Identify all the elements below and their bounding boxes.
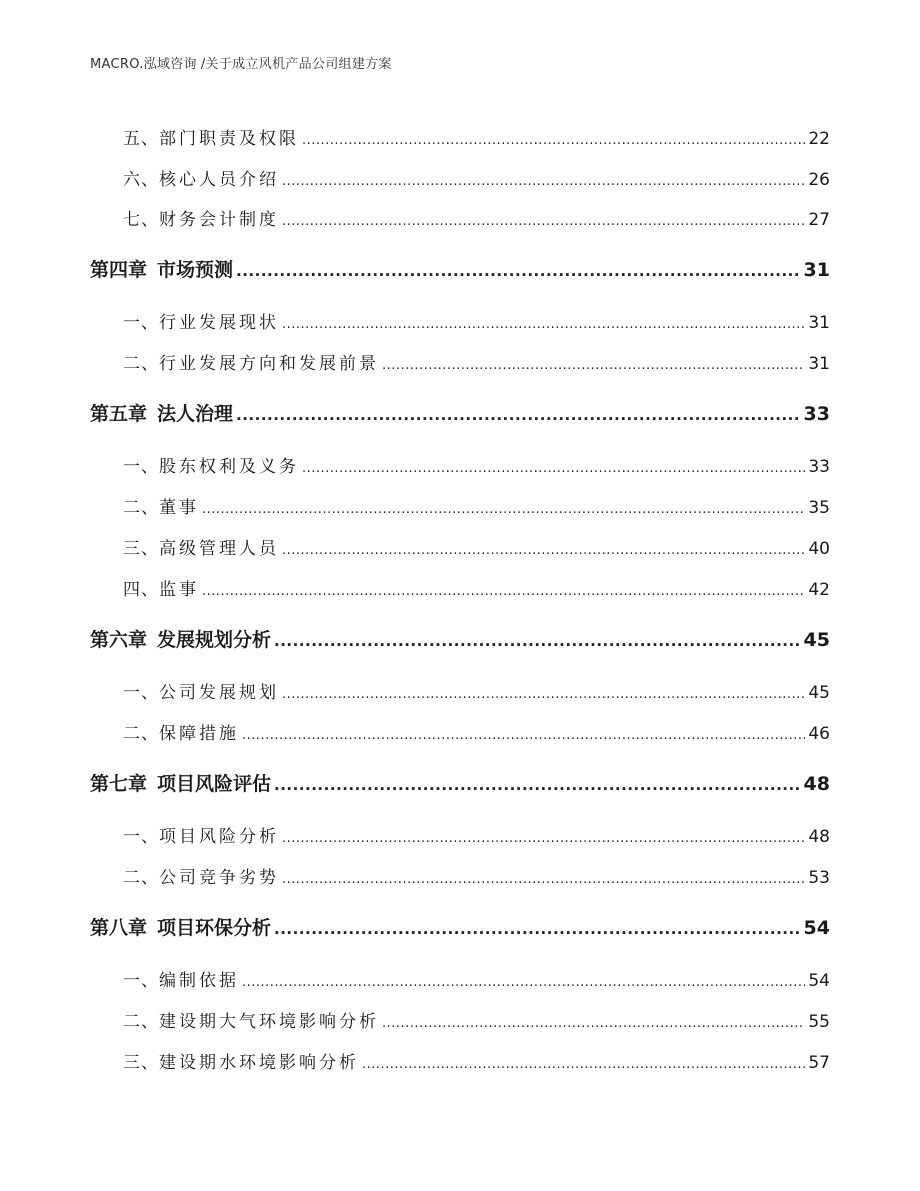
toc-entry-number: 二、 bbox=[123, 724, 159, 744]
toc-entry-title: 项目风险分析 bbox=[159, 827, 279, 847]
toc-entry-page: 54 bbox=[808, 971, 830, 991]
toc-chapter-number: 第六章 bbox=[90, 629, 148, 651]
toc-chapter-title: 项目环保分析 bbox=[157, 917, 272, 939]
toc-entry-title: 行业发展现状 bbox=[159, 313, 279, 333]
toc-entry-page: 45 bbox=[808, 683, 830, 703]
toc-leader-dots bbox=[242, 728, 805, 743]
toc-entry-number: 五、 bbox=[123, 129, 159, 149]
toc-chapter-page: 48 bbox=[803, 773, 830, 795]
toc-leader-dots bbox=[274, 920, 801, 938]
toc-entry-title: 财务会计制度 bbox=[159, 210, 279, 230]
toc-chapter-title: 法人治理 bbox=[157, 403, 234, 425]
toc-leader-dots bbox=[236, 406, 801, 424]
toc-entry[interactable] bbox=[90, 575, 830, 600]
toc-entry[interactable] bbox=[90, 719, 830, 744]
toc-entry-page: 22 bbox=[808, 129, 830, 149]
toc-chapter[interactable] bbox=[90, 625, 830, 652]
toc-entry-page: 31 bbox=[808, 354, 830, 374]
toc-entry[interactable] bbox=[90, 124, 830, 149]
toc-entry-title: 核心人员介绍 bbox=[159, 170, 279, 190]
toc-entry-number: 一、 bbox=[123, 313, 159, 333]
toc-leader-dots bbox=[282, 317, 805, 332]
toc-entry[interactable] bbox=[90, 205, 830, 230]
running-header bbox=[90, 53, 392, 72]
toc-entry[interactable] bbox=[90, 1007, 830, 1032]
toc-entry-title: 部门职责及权限 bbox=[159, 129, 299, 149]
toc-entry[interactable] bbox=[90, 493, 830, 518]
toc-entry-title: 股东权利及义务 bbox=[159, 457, 299, 477]
toc-entry-number: 二、 bbox=[123, 1012, 159, 1032]
toc-entry-title: 董事 bbox=[159, 498, 199, 518]
toc-chapter-number: 第五章 bbox=[90, 403, 148, 425]
toc-leader-dots bbox=[274, 632, 801, 650]
toc-chapter-title: 市场预测 bbox=[157, 259, 234, 281]
toc-entry-number: 一、 bbox=[123, 971, 159, 991]
toc-leader-dots bbox=[282, 174, 805, 189]
toc-entry[interactable] bbox=[90, 966, 830, 991]
toc-leader-dots bbox=[242, 975, 805, 990]
toc-entry-page: 35 bbox=[808, 498, 830, 518]
toc-leader-dots bbox=[282, 687, 805, 702]
toc-entry-title: 建设期大气环境影响分析 bbox=[159, 1012, 379, 1032]
toc-entry[interactable] bbox=[90, 678, 830, 703]
toc-entry-title: 编制依据 bbox=[159, 971, 239, 991]
toc-leader-dots bbox=[282, 831, 805, 846]
toc-entry-number: 二、 bbox=[123, 354, 159, 374]
toc-entry[interactable] bbox=[90, 1048, 830, 1073]
toc-entry-title: 保障措施 bbox=[159, 724, 239, 744]
toc-entry[interactable] bbox=[90, 452, 830, 477]
toc-entry-title: 建设期水环境影响分析 bbox=[159, 1053, 359, 1073]
toc-entry-number: 一、 bbox=[123, 457, 159, 477]
toc-entry-number: 一、 bbox=[123, 827, 159, 847]
toc-entry-number: 三、 bbox=[123, 539, 159, 559]
toc-chapter-page: 45 bbox=[803, 629, 830, 651]
toc-entry[interactable] bbox=[90, 863, 830, 888]
toc-leader-dots bbox=[382, 358, 805, 373]
toc-entry-number: 七、 bbox=[123, 210, 159, 230]
toc-entry-title: 监事 bbox=[159, 580, 199, 600]
toc-entry-number: 三、 bbox=[123, 1053, 159, 1073]
header-brand: MACRO.泓域咨询 bbox=[90, 57, 197, 72]
toc-leader-dots bbox=[274, 776, 801, 794]
toc-chapter-page: 33 bbox=[803, 403, 830, 425]
toc-entry-page: 27 bbox=[808, 210, 830, 230]
toc-leader-dots bbox=[236, 262, 801, 280]
toc-leader-dots bbox=[362, 1057, 805, 1072]
toc-entry-number: 一、 bbox=[123, 683, 159, 703]
toc-entry-number: 六、 bbox=[123, 170, 159, 190]
toc-chapter[interactable] bbox=[90, 913, 830, 940]
toc-chapter[interactable] bbox=[90, 769, 830, 796]
toc-entry-number: 二、 bbox=[123, 498, 159, 518]
toc-entry-title: 行业发展方向和发展前景 bbox=[159, 354, 379, 374]
toc-leader-dots bbox=[282, 214, 805, 229]
toc-entry[interactable] bbox=[90, 349, 830, 374]
toc-entry-page: 26 bbox=[808, 170, 830, 190]
toc-leader-dots bbox=[202, 584, 805, 599]
toc-leader-dots bbox=[382, 1016, 805, 1031]
toc-entry[interactable] bbox=[90, 165, 830, 190]
toc-entry-page: 42 bbox=[808, 580, 830, 600]
toc-leader-dots bbox=[302, 133, 805, 148]
toc-entry-page: 40 bbox=[808, 539, 830, 559]
header-doc-title: /关于成立风机产品公司组建方案 bbox=[200, 57, 392, 72]
toc-entry-number: 四、 bbox=[123, 580, 159, 600]
toc-chapter-number: 第八章 bbox=[90, 917, 148, 939]
toc-chapter-title: 项目风险评估 bbox=[157, 773, 272, 795]
toc-chapter-number: 第七章 bbox=[90, 773, 148, 795]
toc-entry[interactable] bbox=[90, 534, 830, 559]
toc-chapter[interactable] bbox=[90, 255, 830, 282]
toc-leader-dots bbox=[202, 502, 805, 517]
toc-chapter-title: 发展规划分析 bbox=[157, 629, 272, 651]
toc-chapter-page: 31 bbox=[803, 259, 830, 281]
toc-entry[interactable] bbox=[90, 308, 830, 333]
toc-entry-page: 33 bbox=[808, 457, 830, 477]
toc-entry-title: 公司竞争劣势 bbox=[159, 868, 279, 888]
toc-entry[interactable] bbox=[90, 822, 830, 847]
toc-entry-page: 48 bbox=[808, 827, 830, 847]
toc-entry-number: 二、 bbox=[123, 868, 159, 888]
toc-entry-page: 55 bbox=[808, 1012, 830, 1032]
toc-entry-page: 57 bbox=[808, 1053, 830, 1073]
toc-chapter[interactable] bbox=[90, 399, 830, 426]
toc-entry-page: 31 bbox=[808, 313, 830, 333]
toc-chapter-number: 第四章 bbox=[90, 259, 148, 281]
toc-entry-title: 高级管理人员 bbox=[159, 539, 279, 559]
toc-chapter-page: 54 bbox=[803, 917, 830, 939]
toc-leader-dots bbox=[282, 872, 805, 887]
toc-entry-page: 46 bbox=[808, 724, 830, 744]
toc-entry-page: 53 bbox=[808, 868, 830, 888]
toc-leader-dots bbox=[282, 543, 805, 558]
toc-entry-title: 公司发展规划 bbox=[159, 683, 279, 703]
toc-leader-dots bbox=[302, 461, 805, 476]
